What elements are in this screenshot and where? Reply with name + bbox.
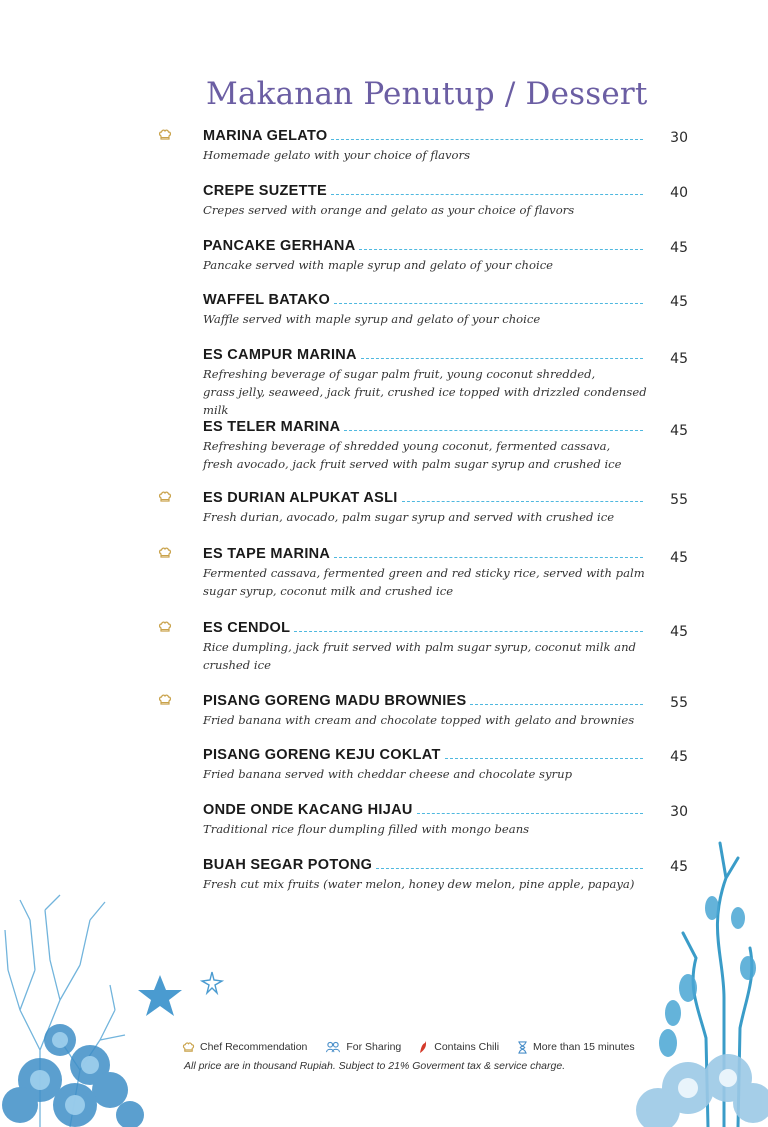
menu-item-description: Pancake served with maple syrup and gelato of your choice — [203, 258, 554, 272]
menu-item-description: Fried banana with cream and chocolate topped with gelato and brownies — [203, 713, 635, 727]
legend-time — [517, 1041, 635, 1054]
hourglass-icon — [517, 1041, 528, 1054]
menu-item-name: ONDE ONDE KACANG HIJAU — [203, 802, 413, 818]
chef-hat-icon — [158, 546, 172, 560]
menu-item-price: 30 — [670, 130, 688, 146]
dotted-leader — [331, 139, 643, 140]
price-footnote: All price are in thousand Rupiah. Subject to 21% Goverment tax & service charge. — [184, 1060, 566, 1072]
menu-item-price: 45 — [670, 240, 688, 256]
menu-item-header — [203, 693, 643, 709]
menu-item-price: 45 — [670, 423, 688, 439]
menu-item-price: 45 — [670, 624, 688, 640]
dotted-leader — [344, 430, 643, 431]
dotted-leader — [359, 249, 643, 250]
chef-hat-icon — [158, 128, 172, 142]
menu-item-description: Homemade gelato with your choice of flavors — [203, 148, 471, 162]
coral-right-illustration — [628, 838, 768, 1127]
menu-item-name: ES TELER MARINA — [203, 419, 341, 435]
menu-item-description: Refreshing beverage of sugar palm fruit, young coconut shredded, — [203, 367, 596, 381]
menu-item-description: Crepes served with orange and gelato as your choice of flavors — [203, 203, 575, 217]
menu-item-price: 45 — [670, 351, 688, 367]
legend-chef-label: Chef Recommendation — [200, 1041, 308, 1053]
menu-item-price: 55 — [670, 492, 688, 508]
menu-item-header — [203, 238, 643, 254]
menu-item-description: Rice dumpling, jack fruit served with palm sugar syrup, coconut milk and — [203, 640, 636, 654]
menu-item-price: 55 — [670, 695, 688, 711]
menu-item-name: ES DURIAN ALPUKAT ASLI — [203, 490, 398, 506]
menu-item-description: Fresh durian, avocado, palm sugar syrup and served with crushed ice — [203, 510, 615, 524]
legend-sharing — [325, 1041, 401, 1054]
coral-left-illustration — [0, 890, 240, 1127]
menu-item-description: fresh avocado, jack fruit served with palm sugar syrup and crushed ice — [203, 457, 622, 471]
menu-item-header — [203, 546, 643, 562]
menu-item-header — [203, 292, 643, 308]
menu-item-name: MARINA GELATO — [203, 128, 328, 144]
legend-chili — [419, 1040, 499, 1054]
menu-item-name: ES TAPE MARINA — [203, 546, 331, 562]
menu-item-description: crushed ice — [203, 658, 271, 672]
page-title: Makanan Penutup / Dessert — [206, 76, 648, 112]
menu-item-name: WAFFEL BATAKO — [203, 292, 331, 308]
dotted-leader — [402, 501, 643, 502]
dotted-leader — [331, 194, 643, 195]
menu-item-name: ES CENDOL — [203, 620, 291, 636]
menu-item-description: Fermented cassava, fermented green and red sticky rice, served with palm — [203, 566, 645, 580]
menu-item-description: Refreshing beverage of shredded young coconut, fermented cassava, — [203, 439, 611, 453]
menu-item-description: Fried banana served with cheddar cheese and chocolate syrup — [203, 767, 572, 781]
dotted-leader — [334, 557, 643, 558]
menu-item-header — [203, 802, 643, 818]
dotted-leader — [445, 758, 643, 759]
people-icon — [325, 1041, 341, 1054]
dotted-leader — [361, 358, 643, 359]
menu-item-description: grass jelly, seaweed, jack fruit, crushed ice topped with drizzled condensed milk — [203, 385, 647, 417]
legend-chili-label: Contains Chili — [434, 1041, 500, 1053]
dotted-leader — [294, 631, 643, 632]
menu-item-name: BUAH SEGAR POTONG — [203, 857, 373, 873]
chef-hat-icon — [158, 693, 172, 707]
menu-item-name: PANCAKE GERHANA — [203, 238, 356, 254]
menu-item-description: Fresh cut mix fruits (water melon, honey dew melon, pine apple, papaya) — [203, 877, 635, 891]
menu-item-price: 45 — [670, 749, 688, 765]
legend-time-label: More than 15 minutes — [533, 1041, 635, 1053]
menu-item-header — [203, 183, 643, 199]
menu-item-price: 30 — [670, 804, 688, 820]
menu-item-description: Traditional rice flour dumpling filled with mongo beans — [203, 822, 530, 836]
legend — [182, 1040, 652, 1054]
dotted-leader — [334, 303, 643, 304]
menu-item-price: 45 — [670, 550, 688, 566]
menu-item-header — [203, 419, 643, 435]
menu-item-name: CREPE SUZETTE — [203, 183, 327, 199]
dotted-leader — [470, 704, 643, 705]
starfish-icon — [138, 975, 182, 1016]
menu-item-header — [203, 620, 643, 636]
menu-item-price: 45 — [670, 294, 688, 310]
menu-item-name: ES CAMPUR MARINA — [203, 347, 357, 363]
chili-icon — [419, 1040, 429, 1054]
menu-item-header — [203, 490, 643, 506]
menu-item-description: Waffle served with maple syrup and gelato of your choice — [203, 312, 541, 326]
menu-item-name: PISANG GORENG KEJU COKLAT — [203, 747, 441, 763]
menu-item-description: sugar syrup, coconut milk and crushed ice — [203, 584, 454, 598]
menu-item-price: 45 — [670, 859, 688, 875]
legend-sharing-label: For Sharing — [346, 1041, 402, 1053]
menu-item-header — [203, 347, 643, 363]
dotted-leader — [376, 868, 643, 869]
menu-item-header — [203, 128, 643, 144]
chef-hat-icon — [158, 620, 172, 634]
menu-item-name: PISANG GORENG MADU BROWNIES — [203, 693, 467, 709]
dotted-leader — [417, 813, 643, 814]
menu-item-price: 40 — [670, 185, 688, 201]
menu-item-header — [203, 857, 643, 873]
menu-item-header — [203, 747, 643, 763]
chef-hat-icon — [158, 490, 172, 504]
